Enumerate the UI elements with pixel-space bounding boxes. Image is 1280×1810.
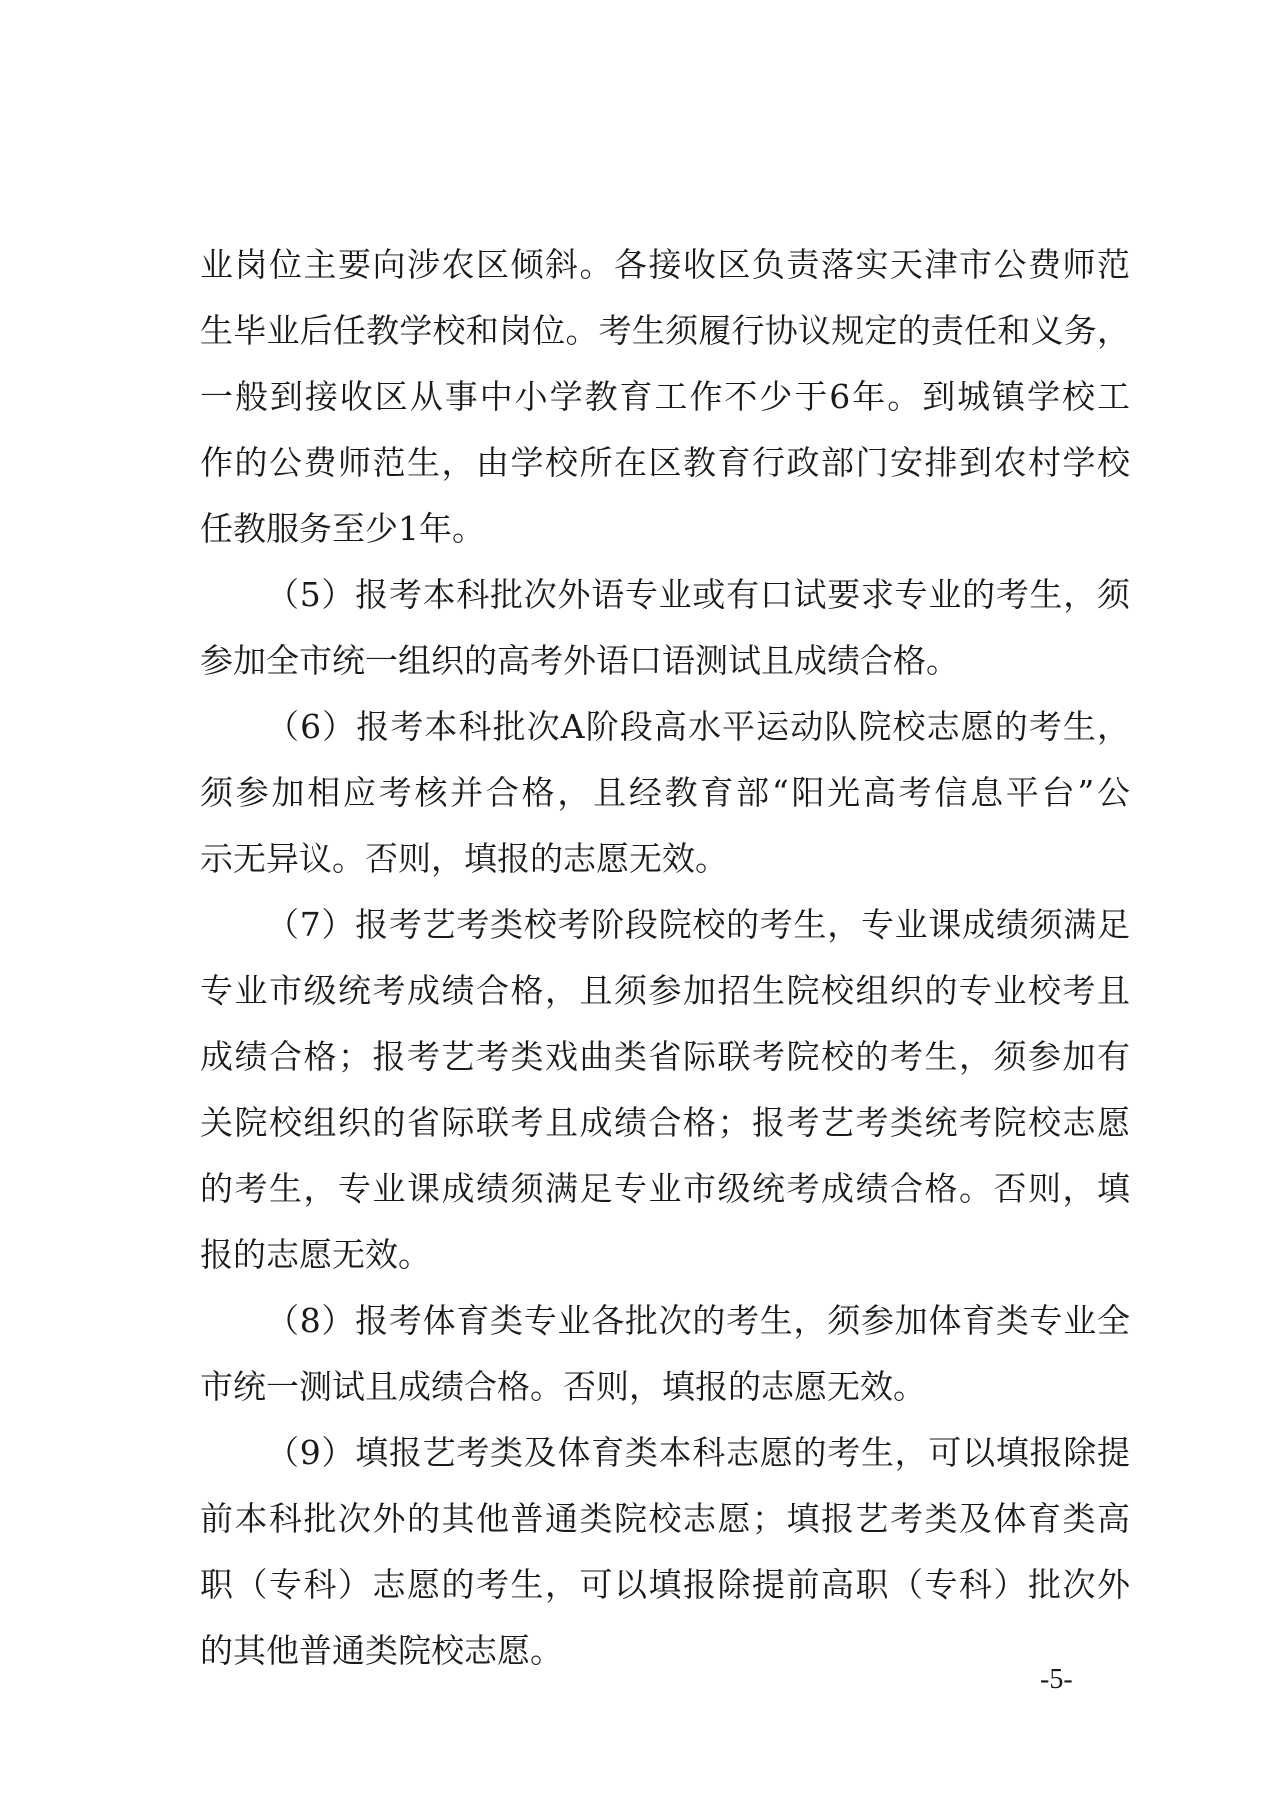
text-line: 前本科批次外的其他普通类院校志愿；填报艺考类及体育类高 [200,1499,1130,1538]
text-line: 参加全市统一组织的高考外语口语测试且成绩合格。 [200,641,959,680]
text-line: 关院校组织的省际联考且成绩合格；报考艺考类统考院校志愿 [200,1103,1130,1142]
text-line: 的其他普通类院校志愿。 [200,1631,563,1670]
text-line: 生毕业后任教学校和岗位。考生须履行协议规定的责任和义务， [200,311,1130,350]
text-line: 一般到接收区从事中小学教育工作不少于6年。到城镇学校工 [200,377,1130,416]
text-line: 示无异议。否则，填报的志愿无效。 [200,839,728,878]
text-line: 成绩合格；报考艺考类戏曲类省际联考院校的考生，须参加有 [200,1037,1130,1076]
text-line: 任教服务至少1年。 [200,509,485,548]
text-line: 的考生，专业课成绩须满足专业市级统考成绩合格。否则，填 [200,1169,1130,1208]
text-line: （8）报考体育类专业各批次的考生，须参加体育类专业全 [266,1301,1130,1340]
page-number: -5- [1040,1664,1073,1695]
text-line: 须参加相应考核并合格，且经教育部“阳光高考信息平台”公 [200,773,1130,812]
text-line: 报的志愿无效。 [200,1235,431,1274]
text-line: （6）报考本科批次A阶段高水平运动队院校志愿的考生， [266,707,1130,746]
text-line: 职（专科）志愿的考生，可以填报除提前高职（专科）批次外 [200,1565,1130,1604]
text-line: 市统一测试且成绩合格。否则，填报的志愿无效。 [200,1367,926,1406]
text-line: 作的公费师范生，由学校所在区教育行政部门安排到农村学校 [200,443,1130,482]
text-line: （7）报考艺考类校考阶段院校的考生，专业课成绩须满足 [266,905,1130,944]
text-line: （9）填报艺考类及体育类本科志愿的考生，可以填报除提 [266,1433,1130,1472]
text-line: （5）报考本科批次外语专业或有口试要求专业的考生，须 [266,575,1130,614]
text-line: 业岗位主要向涉农区倾斜。各接收区负责落实天津市公费师范 [200,245,1130,284]
text-line: 专业市级统考成绩合格，且须参加招生院校组织的专业校考且 [200,971,1130,1010]
body-text [200,232,1130,1684]
